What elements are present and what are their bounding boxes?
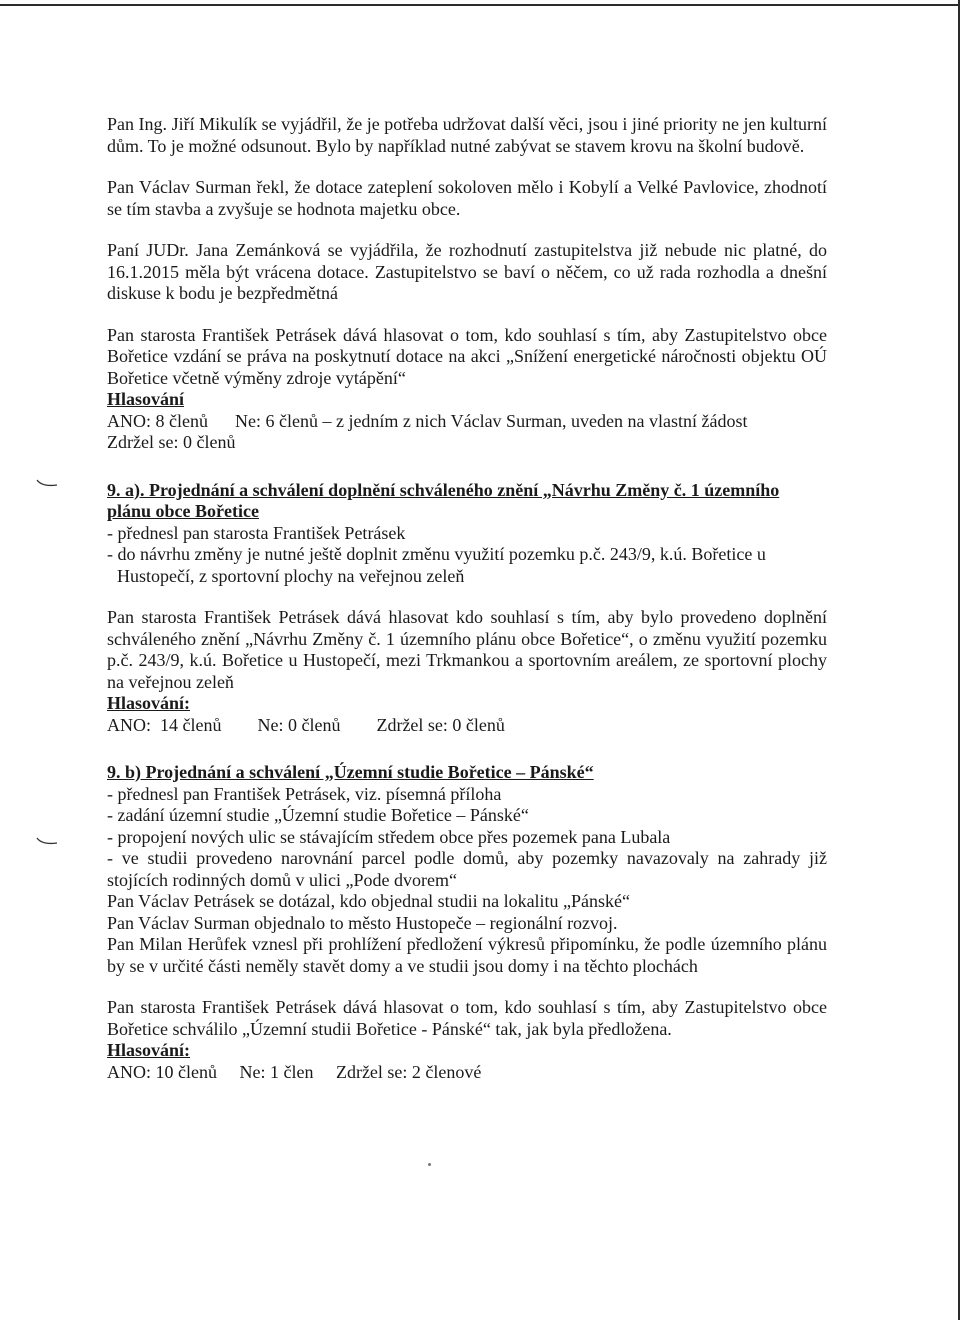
vote-heading: Hlasování [107, 389, 185, 409]
section-9a-paragraph: Pan starosta František Petrásek dává hlasovat kdo souhlasí s tím, aby bylo provedeno doplnění schváleného znění „Návrhu Změny č. 1 územního plánu obce Bořetice“, o změnu využití pozemku p.č. 243/9, k.ú. Bořetice u Hustopečí, mezi Trkmankou a sportovním areálem, ze sportovní plochy na veřejnou zeleň [107, 607, 827, 692]
paragraph-starosta-vote: Pan starosta František Petrásek dává hlasovat o tom, kdo souhlasí s tím, aby Zastupitelstvo obce Bořetice vzdání se práva na poskytnutí dotace na akci „Snížení energetické náročnosti objektu OÚ Bořetice včetně výměny zdroje vytápění“ [107, 324, 827, 388]
discussion-line: Pan Milan Herůfek vznesl při prohlížení předložení výkresů připomínku, že podle územního plánu by se v určité části neměly stavět domy a ve studii jsou domy i na těchto plochách [107, 934, 827, 976]
vote-row-yes-no [107, 411, 827, 433]
section-9a-heading: 9. a). Projednání a schválení doplnění schváleného znění „Návrhu Změny č. 1 územního plánu obce Bořetice [107, 479, 780, 521]
scan-edge-top [0, 4, 960, 6]
section-9b-heading: 9. b) Projednání a schválení „Územní studie Bořetice – Pánské“ [107, 762, 594, 782]
vote-heading: Hlasování: [107, 1040, 191, 1060]
vote-row [107, 715, 827, 737]
vote-ne: Ne: 6 členů – z jedním z nich Václav Surman, uveden na vlastní žádost [234, 410, 748, 431]
vote-ano: ANO: 10 členů [107, 1061, 217, 1082]
vote-ne: Ne: 0 členů [257, 714, 341, 735]
vote-heading: Hlasování: [107, 693, 191, 713]
paragraph-zemankova: Paní JUDr. Jana Zemánková se vyjádřila, že rozhodnutí zastupitelstva již nebude nic platné, do 16.1.2015 měla být vrácena dotace. Zastupitelstvo se baví o něčem, co už rada rozhodla a dnešní diskuse k bodu je bezpředmětná [107, 240, 827, 303]
section-9b-bullet: - propojení nových ulic se stávajícím středem obce přes pozemek pana Lubala [107, 826, 671, 847]
section-9a-bullet: Hustopečí, z sportovní plochy na veřejnou zeleň [117, 565, 465, 586]
discussion-line: Pan Václav Petrásek se dotázal, kdo objednal studii na lokalitu „Pánské“ [107, 891, 631, 911]
paragraph-surman: Pan Václav Surman řekl, že dotace zateplení sokoloven mělo i Kobylí a Velké Pavlovice, zhodnotí se tím stavba a zvyšuje se hodnota majetku obce. [107, 177, 827, 219]
margin-mark-icon [36, 836, 58, 846]
section-9b-bullet: - zadání územní studie „Územní studie Bořetice – Pánské“ [107, 805, 529, 825]
vote-zdrzel: Zdržel se: 2 členové [335, 1061, 482, 1082]
section-9a [107, 480, 827, 737]
section-9a-bullet: - přednesl pan starosta František Petrásek [107, 522, 406, 543]
section-9b-bullet: - ve studii provedeno narovnání parcel podle domů, aby pozemky navazovaly na zahrady již stojících rodinných domů v ulici „Pode dvorem“ [107, 848, 827, 890]
section-9a-bullet: - do návrhu změny je nutné ještě doplnit změnu využití pozemku p.č. 243/9, k.ú. Bořetice u [107, 544, 766, 564]
vote-zdrzel: Zdržel se: 0 členů [376, 714, 505, 735]
vote-row [107, 1062, 827, 1084]
vote-ano: ANO: 8 členů [107, 410, 208, 431]
section-9b [107, 762, 827, 1083]
document-page [107, 114, 827, 1083]
vote-ne: Ne: 1 člen [239, 1061, 314, 1082]
vote-block-1 [107, 389, 827, 454]
vote-ano: ANO: 14 členů [107, 714, 222, 735]
vote-zdrzel: Zdržel se: 0 členů [107, 432, 236, 452]
scan-speck [428, 1163, 431, 1166]
margin-mark-icon [36, 478, 58, 488]
section-9b-paragraph: Pan starosta František Petrásek dává hlasovat o tom, kdo souhlasí s tím, aby Zastupitelstvo obce Bořetice schválilo „Územní studii Bořetice - Pánské“ tak, jak byla předložena. [107, 997, 827, 1039]
discussion-line: Pan Václav Surman objednalo to město Hustopeče – regionální rozvoj. [107, 912, 618, 933]
section-9b-bullet: - přednesl pan František Petrásek, viz. písemná příloha [107, 783, 502, 804]
paragraph-mikulik: Pan Ing. Jiří Mikulík se vyjádřil, že je potřeba udržovat další věci, jsou i jiné priority ne jen kulturní dům. To je možné odsunout. Bylo by například nutné zabývat se stavem krovu na školní budově. [107, 114, 827, 156]
